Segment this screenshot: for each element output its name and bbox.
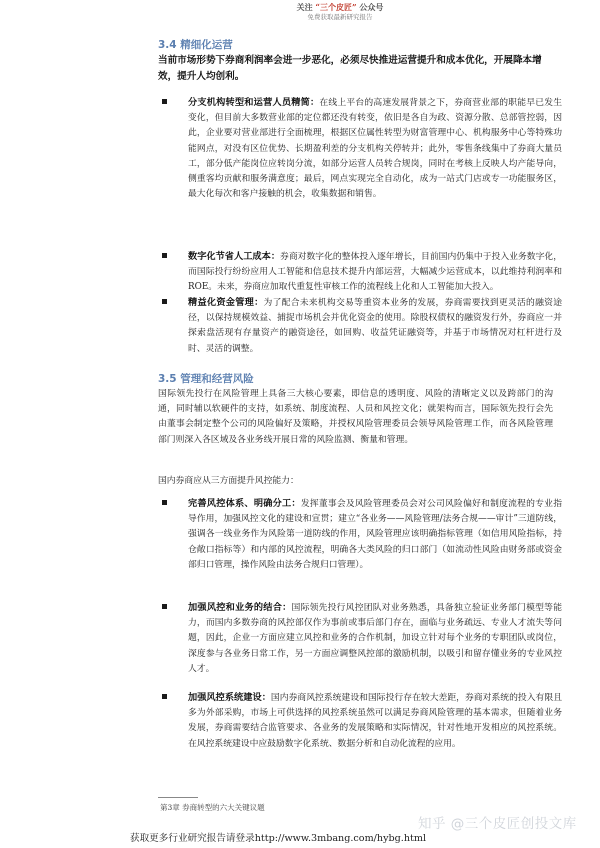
section-intro-3-5: 国际领先投行在风险管理上具备三大核心要素，即信息的透明度、风险的清晰定义以及跨部门的沟通，同时辅以软硬件的支持，如系统、制度流程、人员和风控文化；就架构而言，国际领先投行会先由董事会制定整个公司的风险偏好及策略，并授权风险管理委员会领导风险管理工作，而各风险管理部门则深入各区域及各业务线开展日常的风险监测、衡量和管理。 <box>158 389 553 445</box>
bullet-digitalization <box>162 249 562 296</box>
header-prefix: 关注 <box>296 2 313 12</box>
bullet-text: 在线上平台的高速发展背景之下，券商营业部的职能早已发生变化，但目前大多数营业部的定位都还没有转变，依旧是各自为政、资源分散、总部管控弱，因此，企业要对营业部进行全面梳理，根据区位属性转型为财富管理中心、机构服务中心等特殊功能网点，对没有区位优势、长期盈利差的分支机构关停转并；此外，零售条线集中了券商大量员工，部分低产能岗位应转岗分流，如部分运营人员转合规岗，同时在考核上反映人均产能导向，侧重客均贡献和服务满意度；最后，网点实现完全自动化，成为一站式门店或专一功能服务区，最大化每次和客户接触的机会，收集数据和销售。 <box>188 98 562 200</box>
bullet-title: 加强风控系统建设： <box>188 692 271 703</box>
bullet-title: 精益化资金管理： <box>188 297 264 308</box>
bullet-marker <box>162 299 167 304</box>
bullet-marker <box>162 604 167 609</box>
footer-divider <box>158 797 198 798</box>
bullet-risk-business <box>162 600 562 677</box>
bullet-text: 券商对数字化的整体投入逐年增长，目前国内仍集中于投入业务数字化，而国际投行纷纷应用人工智能和信息技术提升内部运营，大幅减少运营成本，以此维持利润率和ROE。未来，券商应加取代重复性审核工作的流程线上化和人工智能加大投入。 <box>188 252 562 293</box>
bullet-title: 数字化节省人工成本： <box>188 251 281 262</box>
bullet-marker <box>162 253 167 258</box>
bullet-risk-system <box>162 496 562 573</box>
zhihu-watermark: 知乎 @三个皮匠创投文库 <box>418 816 577 832</box>
bullet-title: 分支机构转型和运营人员精简： <box>188 97 320 108</box>
bullet-marker <box>162 99 167 104</box>
bullet-text: 发挥董事会及风险管理委员会对公司风险偏好和制度流程的专业指导作用，加强风控文化的建设和宣贯；建立“各业务——风险管理/法务合规——审计”三道防线，强调各一线业务作为风险第一道防线的作用，风险管理应该明确指标管理（如信用风险指标，持仓敞口指标等）和内部的风控流程，明确各大类风险的归口部门（如流动性风险由财务部或资金部归口管理，操作风险由法务合规归口管理）。 <box>188 499 562 570</box>
bullet-title: 加强风控和业务的结合： <box>188 602 292 613</box>
section-lead-3-4: 当前市场形势下券商利润率会进一步恶化，必须尽快推进运营提升和成本优化，开展降本增效，提升人均创利。 <box>158 55 542 82</box>
bullet-branch-transformation <box>162 95 562 202</box>
section-heading-3-4: 3.4 精细化运营 <box>158 39 233 51</box>
bullet-marker <box>162 500 167 505</box>
bullet-title: 完善风控体系、明确分工： <box>188 498 301 509</box>
bullet-capital-management <box>162 295 562 357</box>
bullet-marker <box>162 694 167 699</box>
download-cta-link[interactable]: 获取更多行业研究报告请登录http://www.3mbang.com/hybg.html <box>130 833 427 844</box>
header-subline: 免费获取最新研究报告 <box>307 13 373 21</box>
section-lead-3-5: 国内券商应从三方面提升风控能力： <box>158 476 299 486</box>
footer-chapter: 第3章 券商转型的六大关键议题 <box>160 803 265 812</box>
section-heading-3-5: 3.5 管理和经营风险 <box>158 373 254 385</box>
header-watermark <box>250 2 430 22</box>
bullet-text: 为了配合未来机构交易等重资本业务的发展，券商需要找到更灵活的融资途径，以保持规模效益、捕捉市场机会并优化资金的使用。除股权债权的融资发行外，券商应一并探索盘活现有存量资产的融资途径，如回购、收益凭证融资等，并基于市场情况对杠杆进行及时、灵活的调整。 <box>188 298 562 354</box>
header-highlight: “三个皮匠” <box>315 2 357 12</box>
bullet-text: 国内券商风控系统建设和国际投行存在较大差距，券商对系统的投入有限且多为外部采购，市场上可供选择的风控系统虽然可以满足券商风险管理的基本需求，但随着业务发展，券商需要结合监管要求、各业务的发展策略和实际情况，针对性地开发相应的风控系统。在风控系统建设中应鼓励数字化系统、数据分析和自动化流程的应用。 <box>188 693 563 749</box>
header-suffix: 公众号 <box>359 2 384 12</box>
bullet-risk-it <box>162 690 562 752</box>
bullet-text: 国际领先投行风控团队对业务熟悉，具备独立验证业务部门模型等能力，而国内多数券商的风控部仅作为事前或事后部门存在，面临与业务疏远、专业人才流失等问题，因此，企业一方面应建立风控和业务的合作机制，加设立针对每个业务的专职团队或岗位，深度参与各业务日常工作，另一方面应调整风控部的激励机制，以吸引和留存懂业务的专业风控人才。 <box>188 603 562 674</box>
